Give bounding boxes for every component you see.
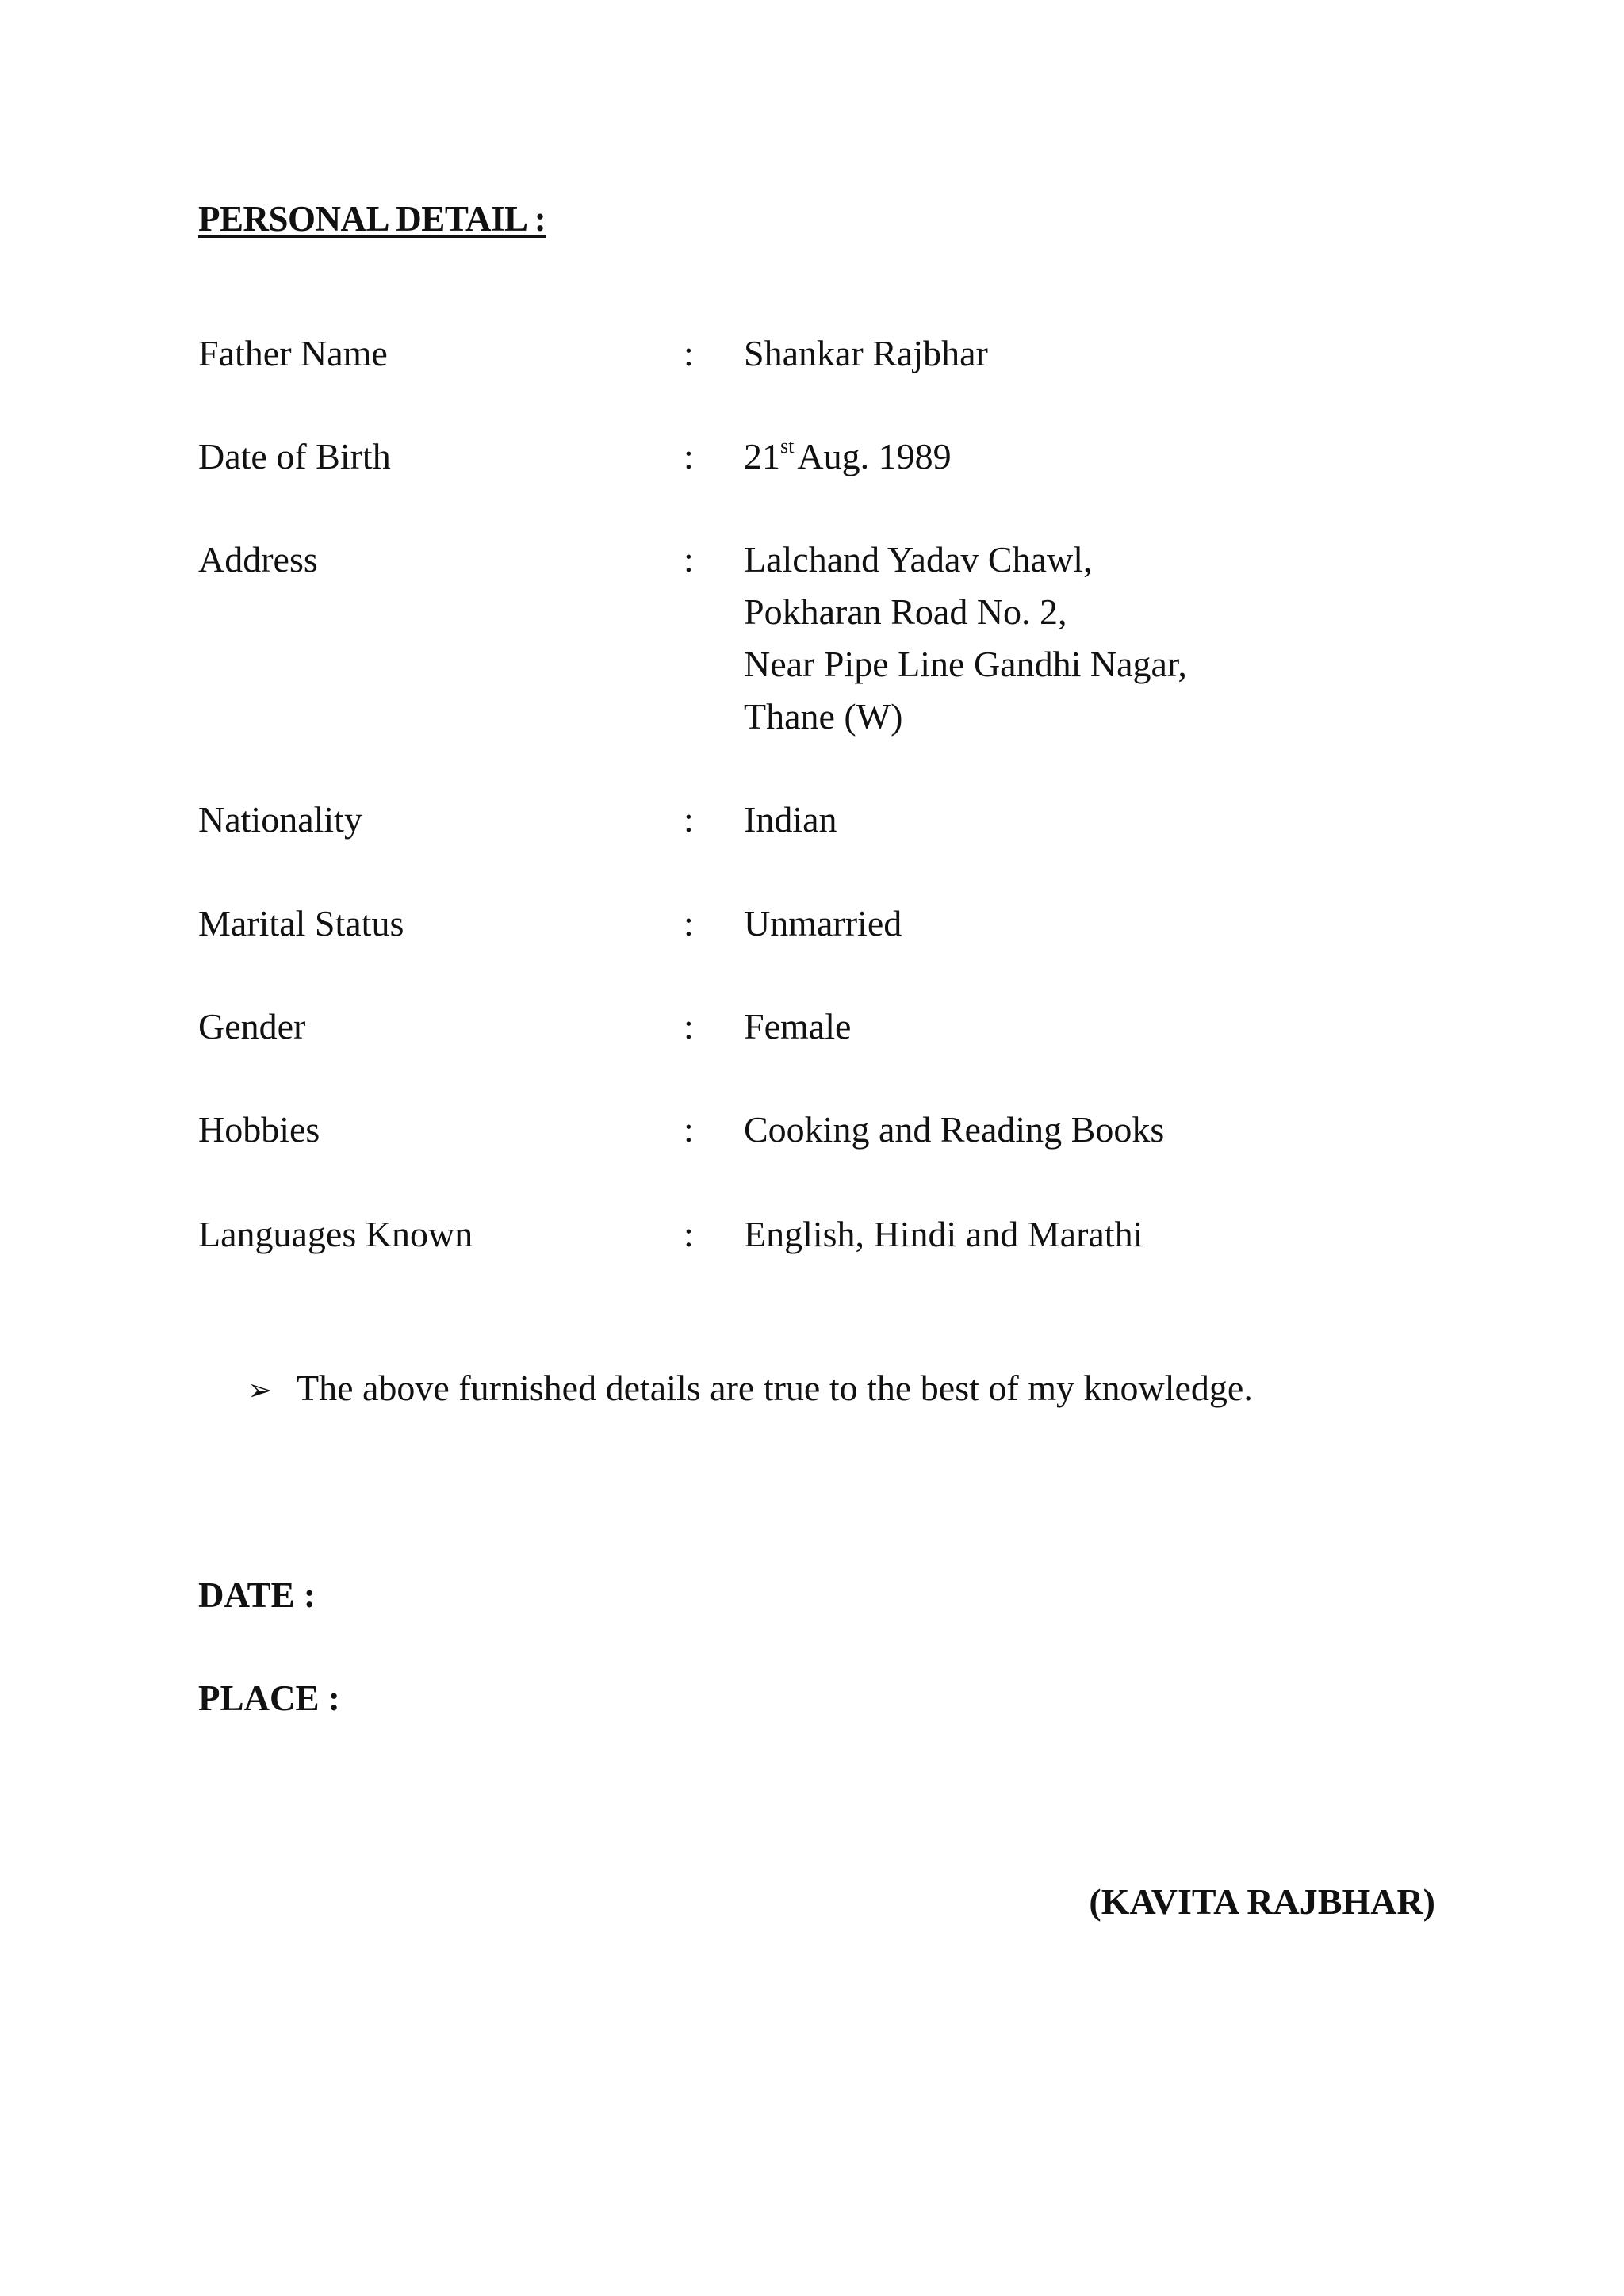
- separator: :: [684, 903, 694, 943]
- address-lines: [744, 534, 1187, 743]
- section-heading: PERSONAL DETAIL :: [198, 199, 546, 239]
- detail-label: Father Name: [198, 333, 388, 373]
- detail-value: Indian: [744, 799, 837, 840]
- detail-value: [744, 430, 952, 483]
- detail-value: Unmarried: [744, 903, 902, 943]
- declaration-text: The above furnished details are true to the best of my knowledge.: [297, 1368, 1253, 1408]
- separator: :: [684, 333, 694, 373]
- separator: :: [684, 1109, 694, 1150]
- separator: :: [684, 799, 694, 840]
- separator: :: [684, 1006, 694, 1047]
- detail-label: Gender: [198, 1006, 306, 1047]
- signature-name: (KAVITA RAJBHAR): [1089, 1881, 1435, 1922]
- detail-label: Date of Birth: [198, 436, 391, 476]
- address-line: Lalchand Yadav Chawl,: [744, 539, 1093, 580]
- detail-label: Nationality: [198, 799, 362, 840]
- detail-value: English, Hindi and Marathi: [744, 1214, 1143, 1254]
- dob-day: 21: [744, 436, 780, 476]
- address-line: Pokharan Road No. 2,: [744, 591, 1067, 632]
- arrow-bullet-icon: ➢: [247, 1372, 273, 1407]
- place-label: PLACE :: [198, 1678, 340, 1718]
- declaration-statement: [247, 1362, 1253, 1416]
- detail-value: Cooking and Reading Books: [744, 1109, 1165, 1150]
- date-label: DATE :: [198, 1575, 316, 1615]
- address-line: Thane (W): [744, 696, 903, 737]
- detail-value: Female: [744, 1006, 852, 1047]
- address-line: Near Pipe Line Gandhi Nagar,: [744, 644, 1187, 684]
- separator: :: [684, 436, 694, 476]
- dob-month-year: Aug. 1989: [797, 436, 952, 476]
- detail-label: Marital Status: [198, 903, 404, 943]
- detail-value: Shankar Rajbhar: [744, 333, 988, 373]
- dob-ordinal-suffix: st: [780, 434, 795, 457]
- detail-label: Languages Known: [198, 1214, 473, 1254]
- separator: :: [684, 539, 694, 580]
- detail-label: Address: [198, 539, 318, 580]
- separator: :: [684, 1214, 694, 1254]
- detail-label: Hobbies: [198, 1109, 320, 1150]
